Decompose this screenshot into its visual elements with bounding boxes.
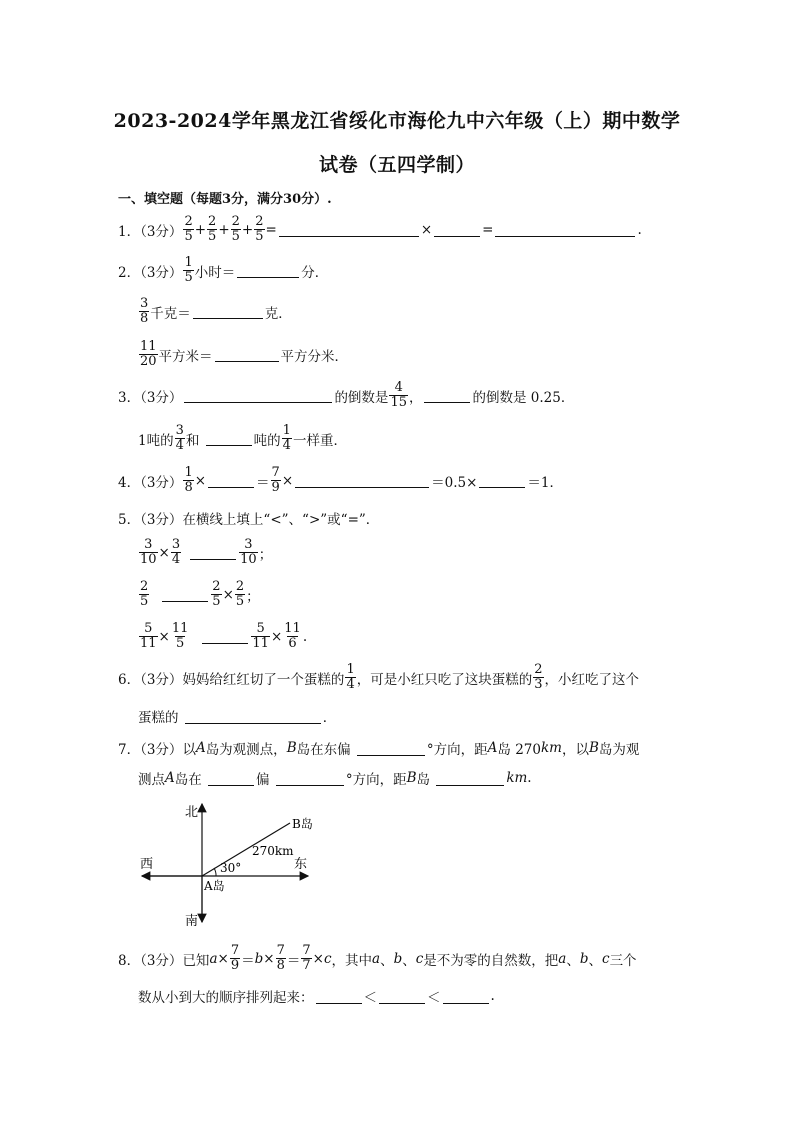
answer-blank[interactable] (479, 473, 525, 488)
label-distance: 270km (252, 844, 294, 858)
fraction: $\frac{7}{7}$ (302, 943, 311, 973)
answer-blank[interactable] (162, 587, 208, 602)
fraction: $\frac{1}{4}$ (282, 423, 291, 453)
question-5: 5．（3分） 在横线上填上“<”、“>”或“=”． (118, 512, 380, 528)
fraction: $\frac{1}{8}$ (184, 465, 193, 495)
question-5b: $\frac{2}{5}$ $\frac{2}{5}$ × $\frac{2}{5}$ ； (140, 579, 260, 609)
answer-blank[interactable] (184, 388, 332, 403)
fraction: $\frac{1}{4}$ (346, 662, 355, 692)
answer-blank[interactable] (193, 304, 263, 319)
answer-blank[interactable] (208, 473, 254, 488)
fraction: $\frac{3}{10}$ (140, 537, 157, 567)
label-north: 北 (185, 805, 199, 820)
answer-blank[interactable] (379, 989, 425, 1004)
fraction: $\frac{2}{5}$ (255, 214, 264, 244)
question-2: 2．（3分） $\frac{1}{5}$ 小时＝ 分． (118, 255, 329, 285)
fraction: $\frac{7}{8}$ (276, 943, 285, 973)
question-7b: 测点 A 岛在 偏 °方向，距 B 岛 km . (138, 770, 532, 788)
question-3: 3．（3分） 的倒数是 $\frac{4}{15}$ ， 的倒数是 0.25． (118, 380, 575, 410)
page-title: 2023-2024学年黑龙江省绥化市海伦九中六年级（上）期中数学 (113, 110, 681, 132)
fraction: $\frac{2}{5}$ (208, 214, 217, 244)
label-east: 东 (294, 857, 308, 872)
fraction: $\frac{2}{5}$ (184, 214, 193, 244)
fraction: $\frac{2}{5}$ (231, 214, 240, 244)
answer-blank[interactable] (276, 771, 344, 786)
page-subtitle: 试卷（五四学制） (318, 154, 475, 176)
answer-blank[interactable] (436, 771, 504, 786)
answer-blank[interactable] (185, 709, 321, 724)
fraction: $\frac{11}{5}$ (171, 621, 189, 651)
answer-blank[interactable] (208, 771, 254, 786)
fraction: $\frac{2}{3}$ (534, 662, 543, 692)
answer-blank[interactable] (434, 222, 480, 237)
answer-blank[interactable] (424, 388, 470, 403)
question-3b: 1吨的 $\frac{3}{4}$ 和 吨的 $\frac{1}{4}$ 一样重． (138, 423, 347, 453)
fraction: $\frac{3}{8}$ (140, 296, 149, 326)
question-2b: $\frac{3}{8}$ 千克＝ 克． (140, 296, 292, 326)
question-8b: 数从小到大的顺序排列起来： ＜ ＜ . (138, 988, 495, 1006)
fraction: $\frac{2}{5}$ (140, 579, 149, 609)
fraction: $\frac{1}{5}$ (184, 255, 193, 285)
fraction: $\frac{3}{10}$ (240, 537, 257, 567)
fraction: $\frac{7}{9}$ (230, 943, 240, 973)
question-7: 7．（3分） 以 A 岛为观测点， B 岛在东偏 °方向，距 A 岛 270 km ，以 B 岛为观 (118, 740, 640, 758)
fraction: $\frac{11}{6}$ (284, 621, 301, 651)
question-6b: 蛋糕的 ． (138, 710, 337, 726)
question-1: 1．（3分） $\frac{2}{5}$ + $\frac{2}{5}$ + $\frac{2}{5}$ + $\frac{2}{5}$ = × = . (118, 214, 642, 244)
label-west: 西 (140, 857, 154, 872)
label-b-island: B岛 (292, 817, 313, 831)
answer-blank[interactable] (237, 263, 299, 278)
label-south: 南 (185, 914, 199, 929)
section-heading: 一、填空题（每题3分，满分30分）. (118, 192, 332, 207)
answer-blank[interactable] (295, 473, 429, 488)
fraction: $\frac{5}{11}$ (140, 621, 157, 651)
fraction: $\frac{11}{20}$ (140, 339, 157, 369)
answer-blank[interactable] (316, 989, 362, 1004)
compass-diagram (130, 798, 330, 933)
answer-blank[interactable] (190, 545, 236, 560)
question-2c: $\frac{11}{20}$ 平方米＝ 平方分米． (140, 339, 349, 369)
label-angle: 30° (220, 861, 242, 875)
answer-blank[interactable] (202, 629, 248, 644)
question-6: 6．（3分） 妈妈给红红切了一个蛋糕的 $\frac{1}{4}$ ，可是小红只吃了这块蛋糕的 $\frac{2}{3}$ ，小红吃了这个 (118, 662, 639, 692)
angle-arc (214, 868, 216, 876)
answer-blank[interactable] (279, 222, 419, 237)
question-8: 8．（3分） 已知 a × $\frac{7}{9}$ ＝ b × $\frac{7}{8}$ ＝ $\frac{7}{7}$ × c ，其中 a 、 b 、 c 是不为零的自然数，把 a 、 b 、 c 三个 (118, 943, 637, 973)
fraction: $\frac{5}{11}$ (252, 621, 269, 651)
question-4: 4．（3分） $\frac{1}{8}$ × ＝ $\frac{7}{9}$ × ＝0.5× ＝1． (118, 465, 563, 495)
fraction: $\frac{2}{5}$ (235, 579, 245, 609)
question-5c: $\frac{5}{11}$ × $\frac{11}{5}$ $\frac{5}{11}$ × $\frac{11}{6}$ . (140, 621, 308, 651)
answer-blank[interactable] (357, 741, 425, 756)
label-a-island: A岛 (204, 879, 225, 893)
fraction: $\frac{3}{4}$ (175, 423, 184, 453)
fraction: $\frac{4}{15}$ (390, 380, 407, 410)
fraction: $\frac{7}{9}$ (271, 465, 280, 495)
fraction: $\frac{3}{4}$ (171, 537, 181, 567)
answer-blank[interactable] (495, 222, 635, 237)
answer-blank[interactable] (215, 347, 279, 362)
answer-blank[interactable] (443, 989, 489, 1004)
answer-blank[interactable] (206, 431, 252, 446)
fraction: $\frac{2}{5}$ (212, 579, 221, 609)
question-5a: $\frac{3}{10}$ × $\frac{3}{4}$ $\frac{3}{10}$ ； (140, 537, 273, 567)
